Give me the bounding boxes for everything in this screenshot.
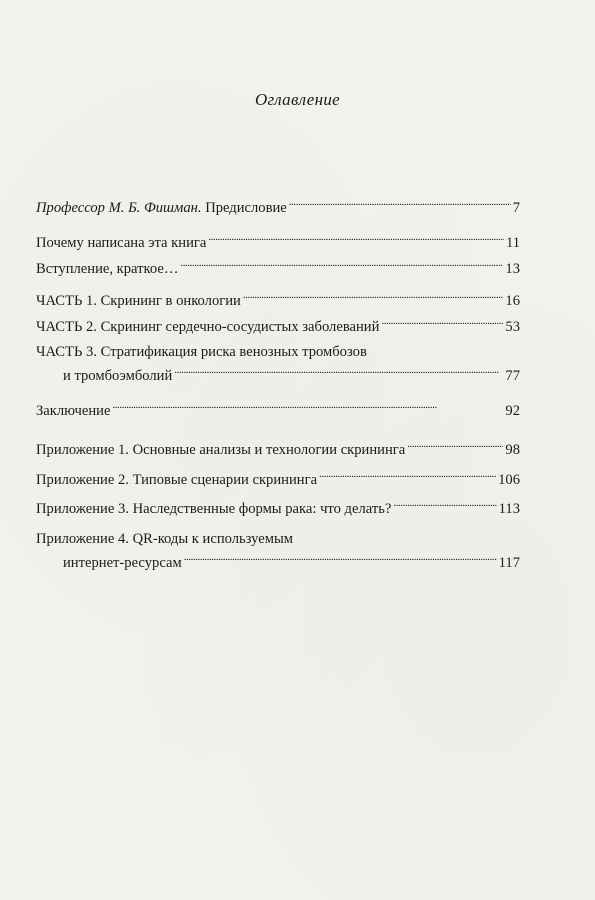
dot-leader bbox=[184, 552, 497, 567]
dot-leader bbox=[112, 400, 503, 415]
toc-page-number: 11 bbox=[505, 234, 520, 251]
toc-entry-title: Предисловие bbox=[205, 199, 287, 216]
toc-page-number: 77 bbox=[505, 367, 520, 384]
toc-page-number: 117 bbox=[498, 554, 520, 571]
toc-entry-title: Приложение 1. Основные анализы и технологии скрининга bbox=[36, 441, 406, 458]
toc-page-number: 16 bbox=[505, 292, 520, 309]
toc-page-number: 53 bbox=[505, 318, 520, 335]
toc-page-number: 98 bbox=[505, 441, 520, 458]
toc-entry-title: Приложение 2. Типовые сценарии скрининга bbox=[36, 471, 318, 488]
dot-leader bbox=[208, 232, 504, 247]
toc-page-number: 7 bbox=[512, 199, 520, 216]
toc-entry-foreword[interactable] bbox=[36, 197, 520, 217]
dot-leader bbox=[319, 469, 496, 484]
toc-entry-title-line2: интернет-ресурсам bbox=[63, 554, 182, 571]
toc-entry-title-line2: и тромбоэмболий bbox=[63, 367, 173, 384]
toc-entry-part-2[interactable] bbox=[36, 316, 520, 336]
dot-leader bbox=[180, 258, 503, 273]
toc-entry-title-line1: ЧАСТЬ 3. Стратификация риска венозных тромбозов bbox=[36, 344, 367, 360]
toc-entry-part-3[interactable] bbox=[36, 343, 520, 385]
toc-entry-title: Вступление, краткое… bbox=[36, 260, 179, 277]
toc-entry-appendix-2[interactable] bbox=[36, 469, 520, 489]
toc-entry-why-book[interactable] bbox=[36, 232, 520, 252]
dot-leader bbox=[174, 365, 503, 380]
toc-page-number: 106 bbox=[498, 471, 520, 488]
toc-entry-part-1[interactable] bbox=[36, 290, 520, 310]
toc-entry-title: Почему написана эта книга bbox=[36, 234, 207, 251]
toc-entry-title: ЧАСТЬ 2. Скрининг сердечно-сосудистых заболеваний bbox=[36, 318, 380, 335]
toc-entry-title: Заключение bbox=[36, 402, 111, 419]
dot-leader bbox=[381, 316, 503, 331]
toc-entry-intro[interactable] bbox=[36, 258, 520, 278]
dot-leader bbox=[289, 197, 511, 212]
dot-leader bbox=[393, 498, 496, 513]
toc-entry-title-line1: Приложение 4. QR-коды к используемым bbox=[36, 531, 294, 547]
toc-heading: Оглавление bbox=[254, 90, 341, 109]
toc-entry-title: ЧАСТЬ 1. Скрининг в онкологии bbox=[36, 292, 241, 309]
toc-page-number: 92 bbox=[505, 402, 520, 419]
toc-entry-title: Приложение 3. Наследственные формы рака: что делать? bbox=[36, 500, 392, 517]
toc-entry-appendix-1[interactable] bbox=[36, 439, 520, 459]
dot-leader bbox=[243, 290, 504, 305]
toc-entry-appendix-3[interactable] bbox=[36, 498, 520, 518]
toc-page-number: 13 bbox=[505, 260, 520, 277]
toc-page-number: 113 bbox=[498, 500, 520, 517]
toc-entry-conclusion[interactable] bbox=[36, 400, 520, 420]
dot-leader bbox=[407, 439, 503, 454]
toc-entry-appendix-4[interactable] bbox=[36, 530, 520, 572]
foreword-author: Профессор М. Б. Фишман. bbox=[36, 199, 202, 216]
